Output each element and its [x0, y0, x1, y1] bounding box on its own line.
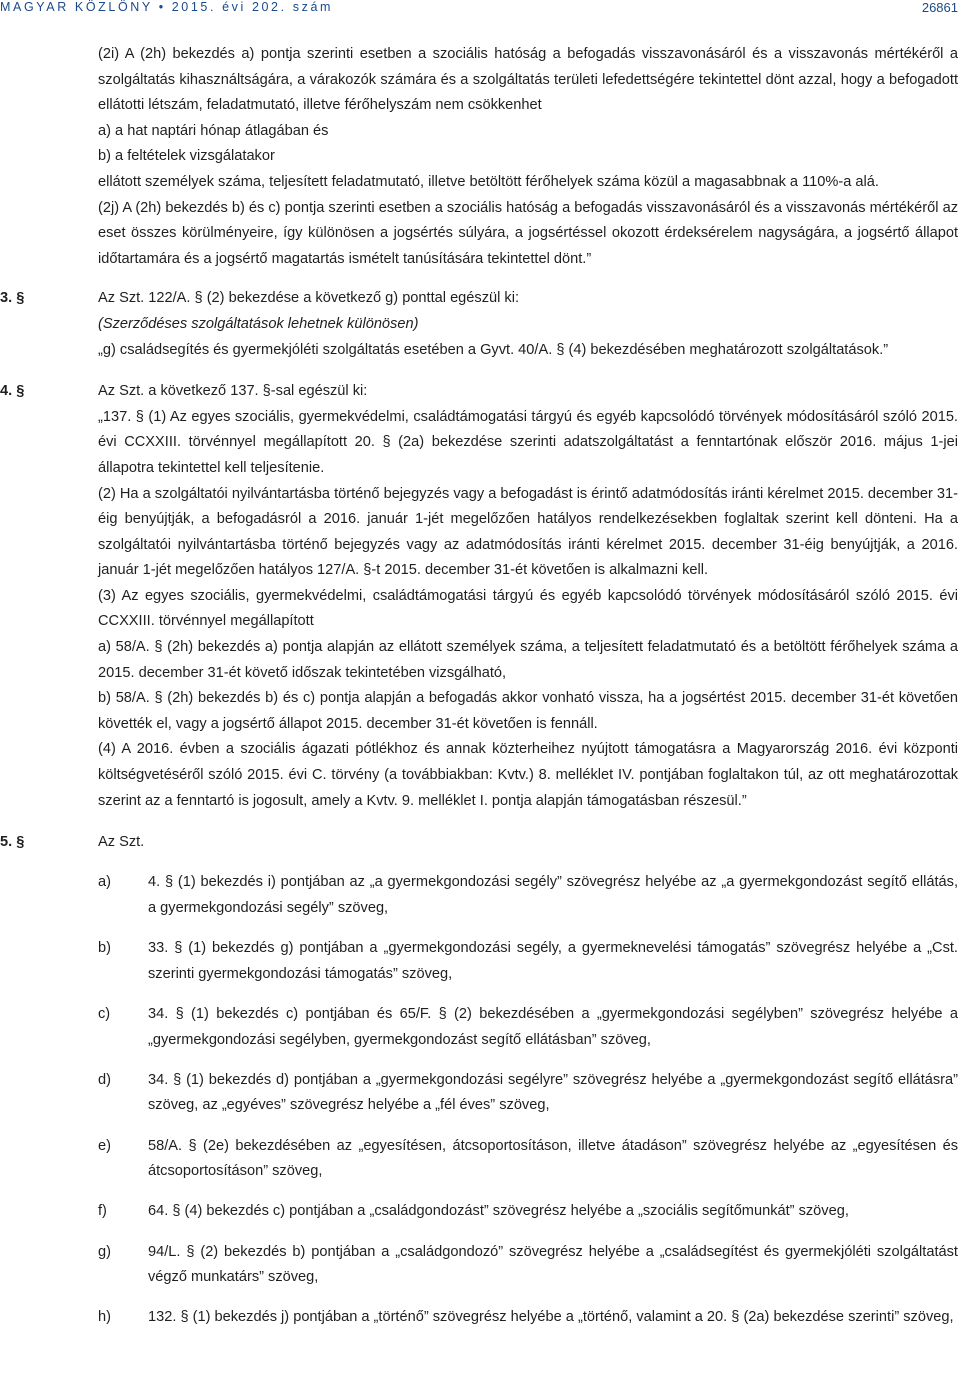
list-item — [98, 1068, 958, 1119]
paragraph-2j: (2j) A (2h) bekezdés b) és c) pontja szerinti esetben a szociális hatóság a befogadás visszavonásáról és a visszavonás mértékéről az eset összes körülményeire, így különösen a jogsértés súlyára, a jogsértéssel okozott érdeksérelem nagyságára, a jogsértő állapot időtartamára és a jogsértő magatartás ismételt tanúsítására tekintettel dönt.” — [98, 199, 958, 267]
section-3 — [0, 286, 960, 363]
list-item-label: d) — [98, 1071, 111, 1088]
section-paragraph: Az Szt. a következő 137. §-sal egészül ki: — [98, 383, 368, 400]
list-item-label: h) — [98, 1309, 111, 1326]
list-item-label: c) — [98, 1005, 111, 1022]
list-item — [98, 1240, 958, 1291]
section-5 — [0, 830, 960, 1331]
section-paragraph: (3) Az egyes szociális, gyermekvédelmi, családtámogatási tárgyú és egyéb kapcsolódó törvények módosításáról szóló 2015. évi CCXXIII. törvénnyel megállapított — [98, 587, 958, 630]
section-number: 3. § — [0, 290, 25, 307]
section-number: 4. § — [0, 383, 25, 400]
list-item-label: e) — [98, 1137, 111, 1154]
list-item-text: 132. § (1) bekezdés j) pontjában a „történő” szövegrész helyébe a „történő, valamint a 20. § (2a) bekezdése szerinti” szöveg, — [148, 1309, 954, 1326]
section-paragraph: a) 58/A. § (2h) bekezdés a) pontja alapján az ellátott személyek száma, a teljesített feladatmutató és a betöltött férőhelyek száma a 2015. december 31-ét követő időszak tekintetében vizsgálható, — [98, 639, 958, 681]
section-paragraph: (2) Ha a szolgáltatói nyilvántartásba történő bejegyzés vagy a befogadást is érintő adatmódosítás iránti kérelmet 2015. december 31-éig benyújtják, a befogadásról a 2016. január 1-jét megelőzően hatályos rendelkezésekben foglaltak szerint kell dönteni. Ha a szolgáltatói nyilvántartásba történő bejegyzés vagy az adatmódosítás iránti kérelmet 2015. december 31-éig benyújtják, a 2016. január 1-jét megelőzően hatályos 127/A. §-t 2015. december 31-ét követően is alkalmazni kell. — [98, 485, 958, 579]
list-item-text: 33. § (1) bekezdés g) pontjában a „gyermekgondozási segély, a gyermeknevelési támogatás” szövegrész helyébe a „Cst. szerinti gyermekgondozási támogatás” szöveg, — [148, 940, 958, 982]
list-item-label: a) — [98, 874, 111, 891]
paragraph-2i-a: a) a hat naptári hónap átlagában és — [98, 122, 329, 139]
list-item-text: 34. § (1) bekezdés d) pontjában a „gyermekgondozási segélyre” szövegrész helyébe a „gyermekgondozást segítő ellátásra” szöveg, az „egyéves” szövegrész helyébe a „fél éves” szöveg, — [148, 1071, 958, 1114]
list-item-text: 58/A. § (2e) bekezdésében az „egyesítésen, átcsoportosításon, illetve átadáson” szövegrész helyébe az „egyesítésen és átcsoportosításon” szöveg, — [148, 1137, 958, 1180]
page-number: 26861 — [921, 0, 958, 15]
section-paragraph-italic: (Szerződéses szolgáltatások lehetnek különösen) — [98, 315, 419, 332]
list-item — [98, 1305, 958, 1331]
paragraph-2i-closing: ellátott személyek száma, teljesített feladatmutató, illetve betöltött férőhelyek száma közül a magasabbnak a 110%-a alá. — [98, 173, 879, 190]
section-paragraph: Az Szt. 122/A. § (2) bekezdése a következő g) ponttal egészül ki: — [98, 290, 520, 307]
section-paragraph: „g) családsegítés és gyermekjóléti szolgáltatás esetében a Gyvt. 40/A. § (4) bekezdésében meghatározott szolgáltatások.” — [98, 341, 889, 358]
list-item — [98, 870, 958, 921]
list-item-label: g) — [98, 1243, 111, 1260]
list-item — [98, 1002, 958, 1053]
paragraph-2i: (2i) A (2h) bekezdés a) pontja szerinti esetben a szociális hatóság a befogadás visszavonásáról és a visszavonás mértékéről a szolgáltatás kihasználtságára, a várakozók számára és a szolgáltatás területi lefedettségére tekintettel dönt azzal, hogy a befogadott ellátotti létszám, feladatmutató, illetve férőhelyszám nem csökkenhet — [98, 46, 958, 114]
section-paragraph: „137. § (1) Az egyes szociális, gyermekvédelmi, családtámogatási tárgyú és egyéb kapcsolódó törvények módosításáról szóló 2015. évi CCXXIII. törvénnyel megállapított 20. § (2a) bekezdése szerinti adatszolgáltatást a fenntartónak először 2016. május 1-jei állapotra tekintettel kell teljesítenie. — [98, 408, 958, 476]
list-item — [98, 1134, 958, 1185]
journal-title: MAGYAR KÖZLÖNY • 2015. évi 202. szám — [0, 0, 334, 14]
section-number: 5. § — [0, 834, 25, 851]
list-item-label: f) — [98, 1203, 107, 1220]
document-body — [0, 42, 960, 1331]
list-item-text: 94/L. § (2) bekezdés b) pontjában a „családgondozó” szövegrész helyébe a „családsegítést és gyermekjóléti szolgáltatást végző munkatárs” szöveg, — [148, 1243, 958, 1286]
list-item-text: 4. § (1) bekezdés i) pontjában az „a gyermekgondozási segély” szövegrész helyébe az „a gyermekgondozást segítő ellátás, a gyermekgondozási segély” szöveg, — [148, 874, 958, 916]
section-intro: Az Szt. — [98, 834, 145, 851]
list-item-text: 64. § (4) bekezdés c) pontjában a „családgondozást” szövegrész helyébe a „szociális segítőmunkát” szöveg, — [148, 1203, 849, 1220]
list-item — [98, 936, 958, 987]
list-item-label: b) — [98, 940, 111, 957]
paragraph-2i-b: b) a feltételek vizsgálatakor — [98, 148, 275, 165]
list-item-text: 34. § (1) bekezdés c) pontjában és 65/F. § (2) bekezdésében a „gyermekgondozási segélyben” szövegrész helyébe a „gyermekgondozási segélyben, gyermekgondozást segítő ellátásban” szöveg, — [148, 1005, 958, 1048]
section-paragraph: b) 58/A. § (2h) bekezdés b) és c) pontja alapján a befogadás akkor vonható vissza, ha a jogsértést 2015. december 31-ét követően követték el, vagy a jogsértő állapot 2015. december 31-ét követően is fennáll. — [98, 690, 958, 732]
section-4 — [0, 379, 960, 814]
list-item — [98, 1199, 958, 1225]
page-header — [0, 0, 960, 26]
section-paragraph: (4) A 2016. évben a szociális ágazati pótlékhoz és annak közterheihez nyújtott támogatásra a Magyarország 2016. évi központi költségvetéséről szóló 2015. évi C. törvény (a továbbiakban: Kvtv.) 8. melléklet IV. pontjában foglaltakon túl, az ott meghatározottak szerint az a fenntartó is jogosult, amely a Kvtv. 9. melléklet I. pontja alapján támogatásban részesül.” — [98, 741, 958, 809]
